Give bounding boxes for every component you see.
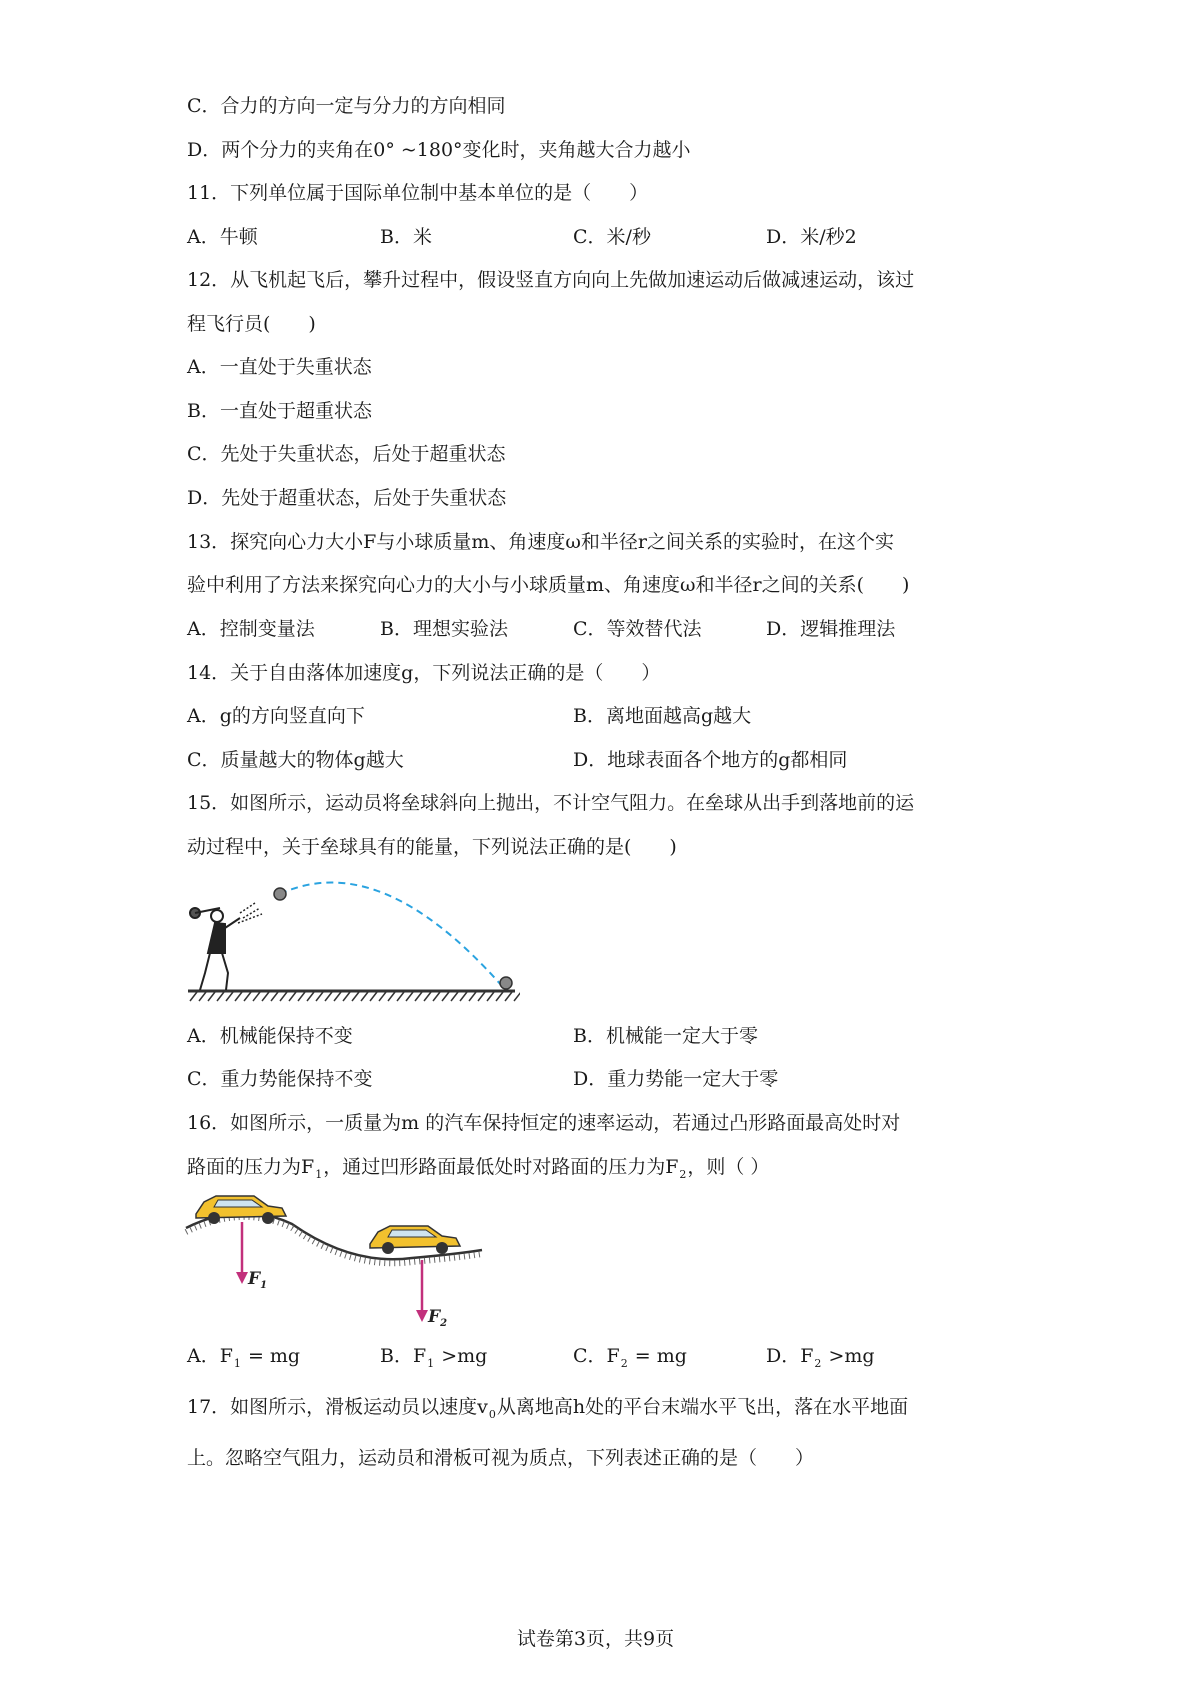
car-on-hill (196, 1196, 286, 1224)
q15-option-d: D．重力势能一定大于零 (573, 1068, 779, 1090)
q16-sub-2: 2 (679, 1168, 687, 1181)
q11-option-b: B．米 (380, 226, 432, 248)
hatch-mark (217, 992, 224, 1001)
hatch-mark (352, 992, 359, 1001)
question-17-line2: 上。忽略空气阻力，运动员和滑板可视为质点，下列表述正确的是（ ） (187, 1447, 815, 1469)
hatch-mark (244, 992, 251, 1001)
car-road-figure (182, 1188, 492, 1336)
hatch-mark (226, 992, 233, 1001)
q16-option-d: D．$F_2 >mg$ (766, 1345, 875, 1370)
q12-option-b: B．一直处于超重状态 (187, 400, 372, 422)
q14-option-a: A．g的方向竖直向下 (187, 705, 365, 727)
hatch-mark (406, 992, 413, 1001)
hatch-mark (199, 992, 206, 1001)
q11-option-d: D．米/秒2 (766, 226, 857, 248)
hatch-mark (424, 992, 431, 1001)
q14-option-b: B．离地面越高g越大 (573, 705, 752, 727)
question-15-line1: 15．如图所示，运动员将垒球斜向上抛出，不计空气阻力。在垒球从出手到落地前的运 (187, 792, 915, 814)
question-13-line1: 13．探究向心力大小F与小球质量m、角速度ω和半径r之间关系的实验时，在这个实 (187, 531, 894, 553)
force-arrow-f2 (416, 1260, 428, 1322)
hatch-mark (460, 992, 467, 1001)
hatch-mark (208, 992, 215, 1001)
hatch-mark (496, 992, 503, 1001)
q15-option-a: A．机械能保持不变 (187, 1025, 353, 1047)
hatch-mark (370, 992, 377, 1001)
hatch-mark (433, 992, 440, 1001)
hatch-mark (361, 992, 368, 1001)
ball-start (274, 888, 286, 900)
q17-text-a: 17．如图所示，滑板运动员以速度v (187, 1396, 488, 1418)
q13-option-b: B．理想实验法 (380, 618, 508, 640)
q16-text-a: 路面的压力为F (187, 1156, 315, 1178)
q13-option-d: D．逻辑推理法 (766, 618, 896, 640)
question-16-line1: 16．如图所示，一质量为m 的汽车保持恒定的速率运动，若通过凸形路面最高处时对 (187, 1112, 901, 1134)
hatch-mark (514, 992, 520, 1001)
hatch-mark (388, 992, 395, 1001)
label-f2: $F_2$ (428, 1307, 448, 1329)
q14-option-c: C．质量越大的物体g越大 (187, 749, 404, 771)
q16-option-c: C．$F_2$ = mg (573, 1345, 687, 1370)
q15-option-b: B．机械能一定大于零 (573, 1025, 758, 1047)
q17-sub: 0 (488, 1408, 496, 1421)
hatch-mark (325, 992, 332, 1001)
hatch-mark (379, 992, 386, 1001)
hatch-mark (487, 992, 494, 1001)
hatch-mark (442, 992, 449, 1001)
q16-option-b: B．$F_1 >mg$ (380, 1345, 488, 1370)
q11-option-c: C．米/秒 (573, 226, 651, 248)
q12-option-d: D．先处于超重状态，后处于失重状态 (187, 487, 507, 509)
hatch-mark (298, 992, 305, 1001)
q13-option-c: C．等效替代法 (573, 618, 702, 640)
question-17-line1 (187, 1395, 908, 1427)
hatch-mark (334, 992, 341, 1001)
q13-option-a: A．控制变量法 (187, 618, 315, 640)
ground-hatch (188, 991, 520, 1001)
hatch-mark (469, 992, 476, 1001)
hatch-mark (397, 992, 404, 1001)
q14-option-d: D．地球表面各个地方的g都相同 (573, 749, 848, 771)
hatch-mark (307, 992, 314, 1001)
hatch-mark (235, 992, 242, 1001)
hatch-mark (190, 992, 197, 1001)
question-12-line2: 程飞行员( ) (187, 313, 316, 335)
hatch-mark (289, 992, 296, 1001)
hatch-mark (451, 992, 458, 1001)
q16-option-a: A．$F_1$ = mg (187, 1345, 301, 1370)
athlete (190, 903, 262, 990)
question-13-line2: 验中利用了方法来探究向心力的大小与小球质量m、角速度ω和半径r之间的关系( ) (187, 574, 910, 596)
car-in-valley (370, 1226, 460, 1254)
hatch-mark (316, 992, 323, 1001)
ball-trajectory (280, 883, 502, 987)
q17-text-b: 从离地高h处的平台末端水平飞出，落在水平地面 (496, 1396, 909, 1418)
line-d-option: D．两个分力的夹角在0° ~180°变化时，夹角越大合力越小 (187, 139, 691, 161)
softball-throw-figure (180, 868, 520, 1008)
ball-end (500, 977, 512, 989)
question-11: 11．下列单位属于国际单位制中基本单位的是（ ） (187, 182, 649, 204)
q12-option-a: A．一直处于失重状态 (187, 356, 372, 378)
hatch-mark (271, 992, 278, 1001)
hatch-mark (505, 992, 512, 1001)
hatch-mark (262, 992, 269, 1001)
line-c-option: C．合力的方向一定与分力的方向相同 (187, 95, 506, 117)
question-15-line2: 动过程中，关于垒球具有的能量，下列说法正确的是( ) (187, 836, 677, 858)
hatch-mark (478, 992, 485, 1001)
question-12-line1: 12．从飞机起飞后，攀升过程中，假设竖直方向向上先做加速运动后做减速运动，该过 (187, 269, 915, 291)
q12-option-c: C．先处于失重状态，后处于超重状态 (187, 443, 506, 465)
label-f1: $F_1$ (248, 1269, 268, 1291)
hatch-mark (253, 992, 260, 1001)
hatch-mark (343, 992, 350, 1001)
q16-text-b: ，通过凹形路面最低处时对路面的压力为F (323, 1156, 679, 1178)
q16-sub-1: 1 (315, 1168, 323, 1181)
page-footer: 试卷第3页，共9页 (516, 1628, 675, 1650)
question-16-line2 (187, 1155, 769, 1187)
q11-option-a: A．牛顿 (187, 226, 258, 248)
hatch-mark (415, 992, 422, 1001)
q16-text-c: ，则（ ） (687, 1156, 770, 1178)
question-14: 14．关于自由落体加速度g，下列说法正确的是（ ） (187, 662, 661, 684)
hatch-mark (280, 992, 287, 1001)
q15-option-c: C．重力势能保持不变 (187, 1068, 373, 1090)
force-arrow-f1 (236, 1222, 248, 1284)
